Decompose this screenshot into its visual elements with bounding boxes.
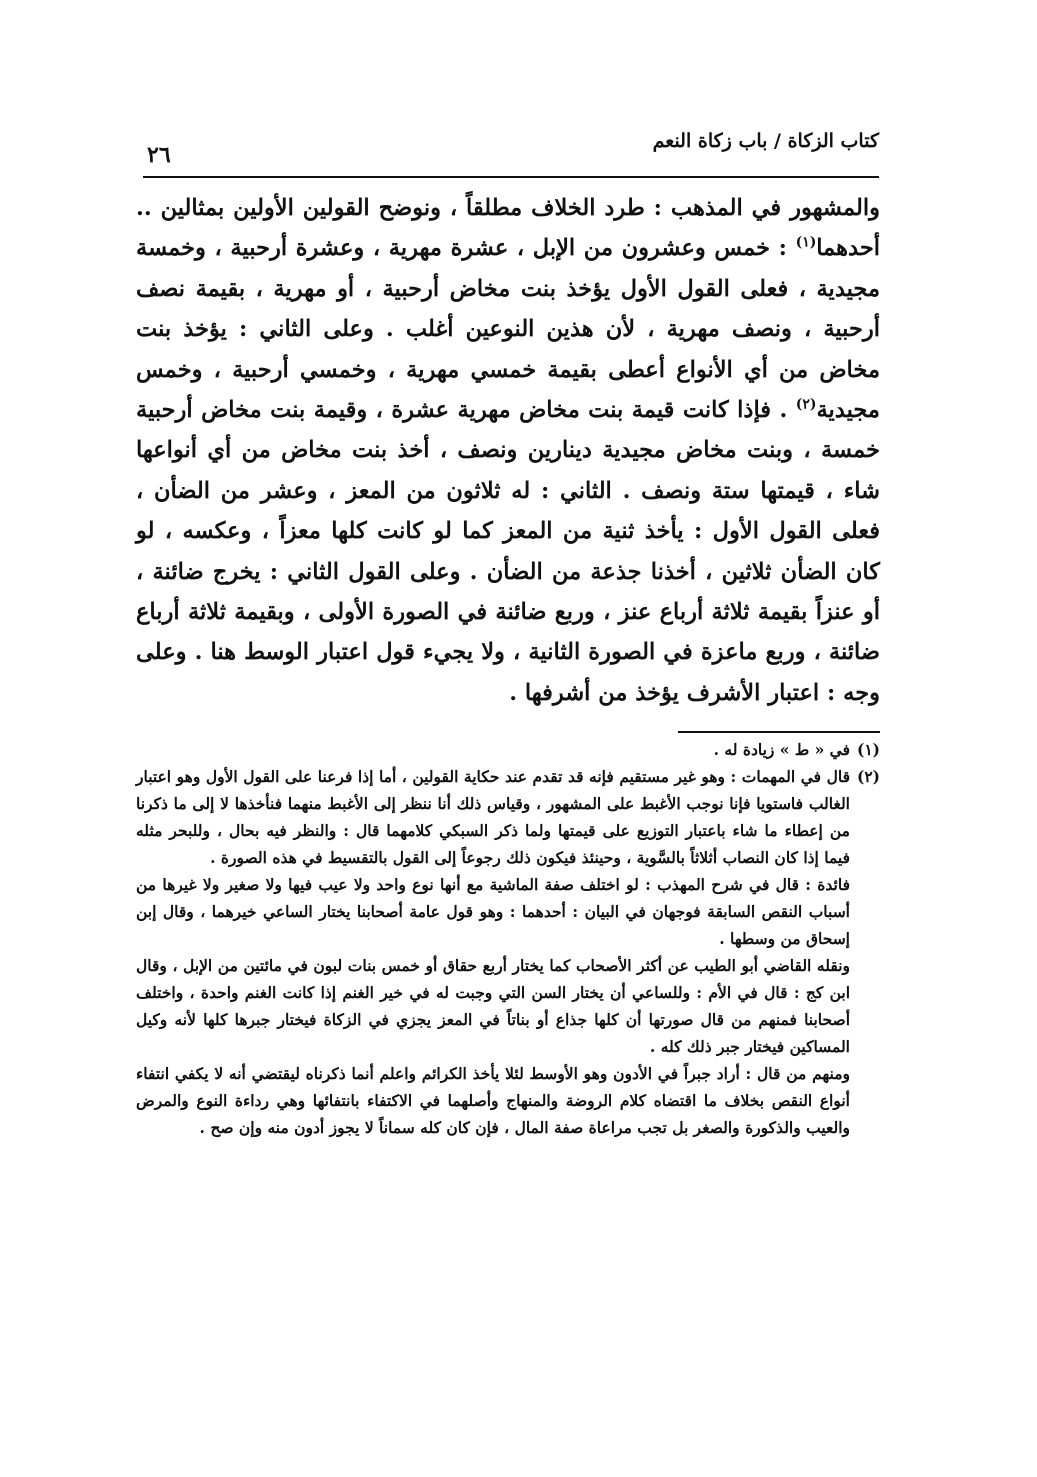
main-paragraph (136, 188, 880, 713)
footnote-body (136, 736, 850, 763)
footnote-rule (678, 731, 880, 733)
footnote-paragraph: قال في المهمات : وهو غير مستقيم فإنه قد تقدم عند حكاية القولين ، أما إذا فرعنا على القول الأول وهو اعتبار الغالب فاستويا فإنا نوجب الأغبط على المشهور ، وقياس ذلك أنا ننظر إلى الأغبط منهما فنأخذها لا إلى ما ذكرنا من إعطاء ما شاء باعتبار التوزيع على قيمتها ولما ذكر السبكي كلامهما قال : والنظر فيه بحال ، وللبحر مثله فيما إذا كان النصاب أثلاثاً بالسَّوية ، وحينئذ فيكون ذلك رجوعاً إلى القول بالتقسيط في هذه الصورة . (136, 767, 850, 867)
main-text-part-1: والمشهور في المذهب : طرد الخلاف مطلقاً ، ونوضح القولين الأولين بمثالين .. أحدهما (136, 195, 880, 262)
footnote-1 (136, 736, 880, 763)
footnote-paragraph: في « ط » زيادة له . (713, 740, 850, 759)
footnote-paragraph: فائدة : قال في شرح المهذب : لو اختلف صفة الماشية مع أنها نوع واحد ولا عيب فيها ولا صغير ولا غيرها من أسباب النقص السابقة فوجهان في البيان : أحدهما : وهو قول عامة أصحابنا يختار الساعي خيرهما ، وقال إبن إسحاق من وسطها . (136, 875, 850, 948)
main-text-part-2: : خمس وعشرون من الإبل ، عشرة مهرية ، وعشرة أرحبية ، وخمسة مجيدية ، فعلى القول الأول يؤخذ بنت مخاض أرحبية ، أو مهرية ، بقيمة نصف أرحبية ، ونصف مهرية ، لأن هذين النوعين أغلب . وعلى الثاني : يؤخذ بنت مخاض من أي الأنواع أعطى بقيمة خمسي مهرية ، وخمسي أرحبية ، وخمس مجيدية (136, 235, 880, 424)
footnote-2 (136, 763, 880, 1141)
footnote-number: (١) (856, 740, 880, 759)
running-head (143, 128, 879, 172)
footnote-ref-2: (٢) (795, 396, 817, 413)
footnote-body (136, 763, 850, 1141)
header-rule (143, 176, 879, 178)
running-title: كتاب الزكاة / باب زكاة النعم (652, 130, 879, 152)
footnote-number: (٢) (856, 767, 880, 786)
main-text (136, 188, 880, 713)
footnote-paragraph: ومنهم من قال : أراد جبراً في الأدون وهو الأوسط لئلا يأخذ الكرائم واعلم أنما ذكرناه ليقتضي أنه لا يكفي انتفاء أنواع النقص بخلاف ما اقتضاه كلام الروضة والمنهاج وأصلهما في الاكتفاء بانتفائها وهي رداءة النوع والمرض والعيب والذكورة والصغر بل تجب مراعاة صفة المال ، فإن كان كله سماناً لا يجوز أدون منه وإن صح . (136, 1064, 850, 1137)
main-text-part-3: . فإذا كانت قيمة بنت مخاض مهرية عشرة ، وقيمة بنت مخاض أرحبية خمسة ، وبنت مخاض مجيدية دينارين ونصف ، أخذ بنت مخاض من أي أنواعها شاء ، قيمتها ستة ونصف . الثاني : له ثلاثون من المعز ، وعشر من الضأن ، فعلى القول الأول : يأخذ ثنية من المعز كما لو كانت كلها معزاً ، وعكسه ، لو كان الضأن ثلاثين ، أخذنا جذعة من الضأن . وعلى القول الثاني : يخرج ضائنة ، أو عنزاً بقيمة ثلاثة أرباع عنز ، وربع ضائنة في الصورة الأولى ، وبقيمة ثلاثة أرباع ضائنة ، وربع ماعزة في الصورة الثانية ، ولا يجيء قول اعتبار الوسط هنا . وعلى وجه : اعتبار الأشرف يؤخذ من أشرفها . (136, 397, 880, 706)
page-number: ٢٦ (147, 142, 171, 168)
footnote-ref-1: (١) (795, 234, 817, 251)
footnote-paragraph: ونقله القاضي أبو الطيب عن أكثر الأصحاب كما يختار أربع حقاق أو خمس بنات لبون في مائتين من الإبل ، وقال ابن كج : قال في الأم : وللساعي أن يختار السن التي وجبت له في خير الغنم إذا كانت الغنم واحدة ، واختلف أصحابنا فمنهم من قال صورتها أن كلها جذاع أو بناتاً في المعز يجزي في الزكاة فيختار جبرها كلها لأنه وكيل المساكين فيختار جبر ذلك كله . (136, 956, 850, 1056)
footnotes (136, 736, 880, 1141)
